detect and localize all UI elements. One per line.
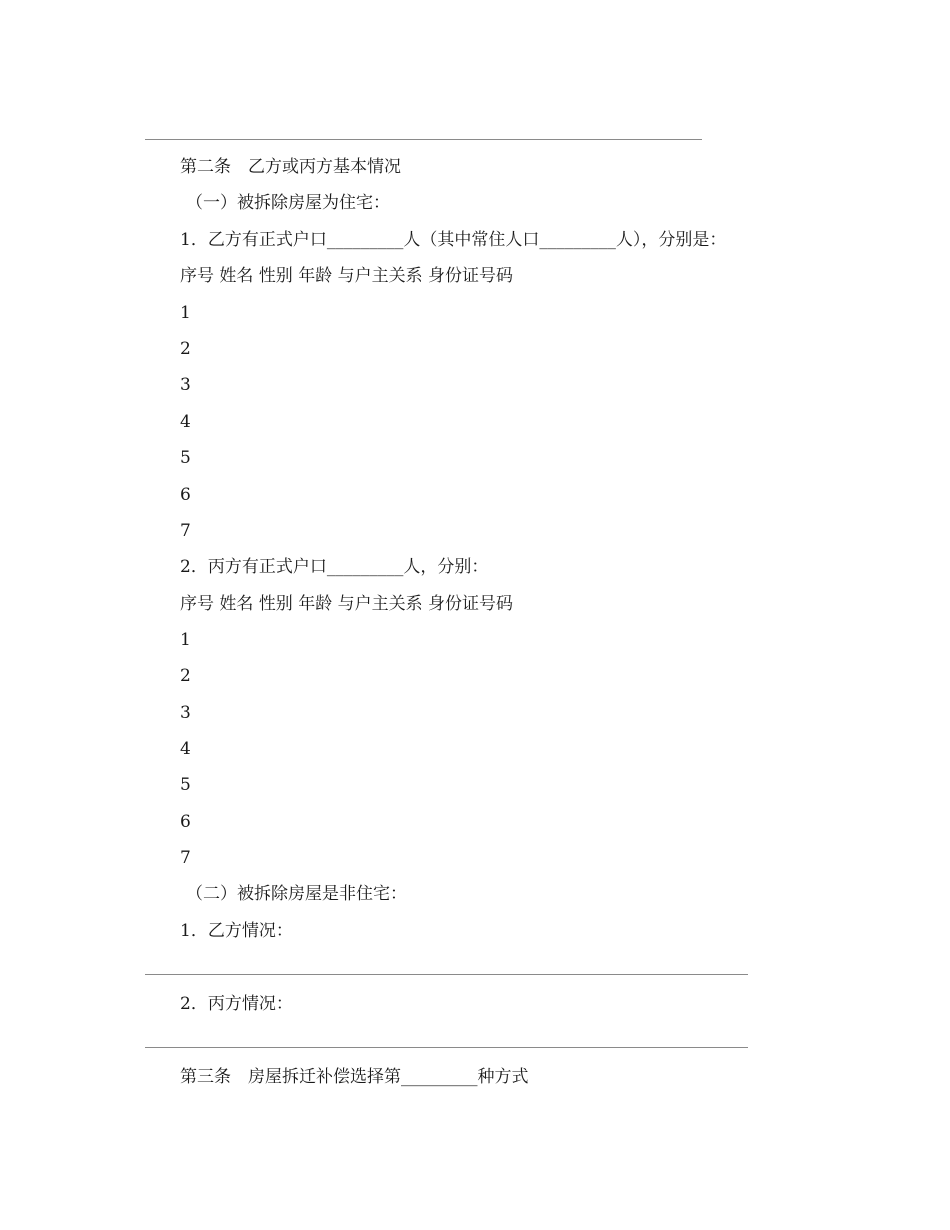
section-2-title: （二）被拆除房屋是非住宅： xyxy=(186,884,407,904)
article-2-heading: 第二条 乙方或丙方基本情况 xyxy=(180,157,401,177)
table-row: 3 xyxy=(180,703,191,723)
table-row: 1 xyxy=(180,303,191,323)
top-rule xyxy=(145,139,702,140)
table-row: 7 xyxy=(180,521,191,541)
table-row: 4 xyxy=(180,412,191,432)
article-3-heading: 第三条 房屋拆迁补偿选择第_________种方式 xyxy=(180,1067,529,1087)
table-row: 5 xyxy=(180,448,191,468)
table-row: 4 xyxy=(180,739,191,759)
item-1-text: 1．乙方有正式户口_________人（其中常住人口_________人），分别是： xyxy=(180,230,727,250)
table-row: 1 xyxy=(180,630,191,650)
party-c-fill-line xyxy=(145,1047,748,1048)
table-row: 5 xyxy=(180,775,191,795)
party-b-label: 1．乙方情况： xyxy=(180,921,293,941)
table-1-header: 序号 姓名 性别 年龄 与户主关系 身份证号码 xyxy=(180,266,514,286)
section-1-title: （一）被拆除房屋为住宅： xyxy=(186,193,390,213)
item-2-text: 2．丙方有正式户口_________人，分别： xyxy=(180,557,489,577)
table-row: 6 xyxy=(180,812,191,832)
party-b-fill-line xyxy=(145,974,748,975)
table-row: 3 xyxy=(180,375,191,395)
table-row: 6 xyxy=(180,485,191,505)
table-row: 2 xyxy=(180,666,191,686)
party-c-label: 2．丙方情况： xyxy=(180,994,293,1014)
table-row: 7 xyxy=(180,848,191,868)
table-2-header: 序号 姓名 性别 年龄 与户主关系 身份证号码 xyxy=(180,594,514,614)
table-row: 2 xyxy=(180,339,191,359)
